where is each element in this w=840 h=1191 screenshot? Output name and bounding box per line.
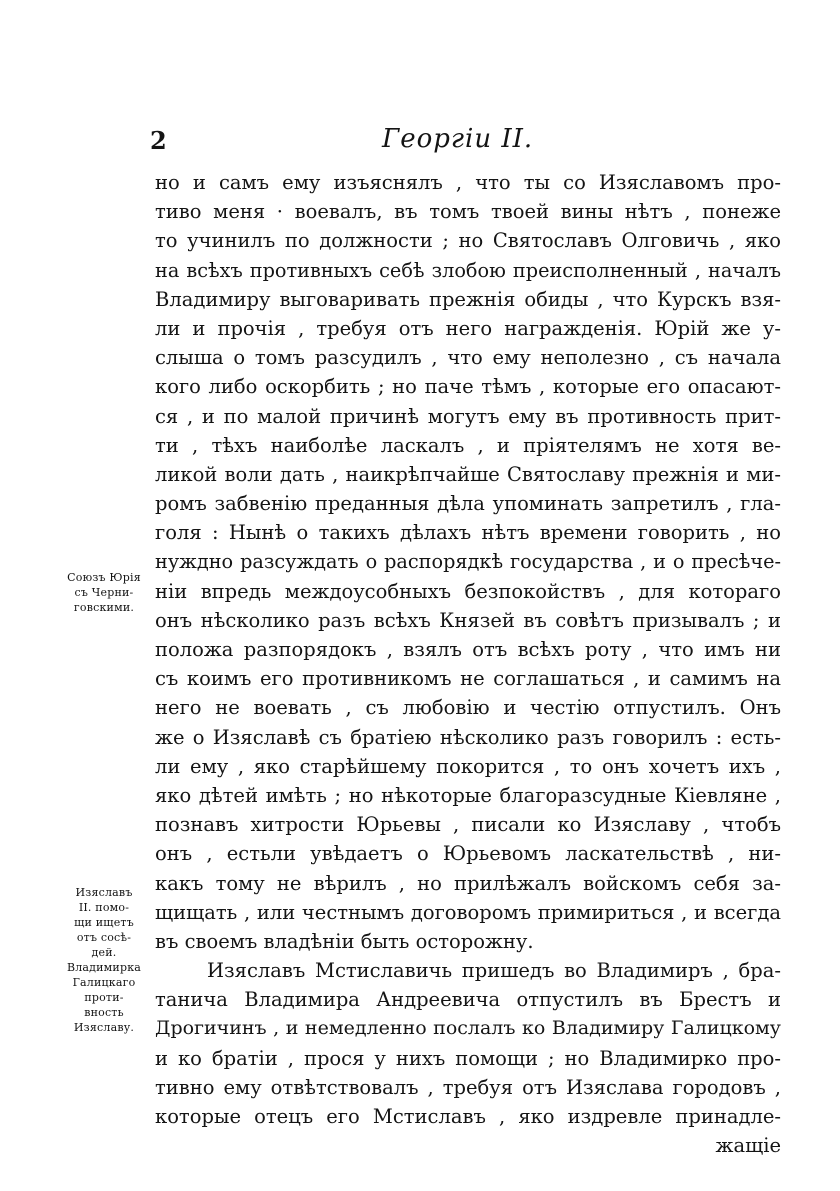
- catchword: жащiе: [715, 1134, 781, 1158]
- margin-note-line: Изяславъ: [75, 886, 133, 899]
- text-line: щищать , или честнымъ договоромъ примириться , и всегда: [155, 900, 781, 924]
- text-line: тиво меня · воевалъ, въ томъ твоей вины нѣтъ , понеже: [155, 200, 781, 224]
- text-line: познавъ хитрости Юрьевы , писали ко Изяславу , чтобъ: [155, 813, 781, 837]
- text-line: кого либо оскорбить ; но паче тѣмъ , которые его опасают-: [155, 375, 781, 399]
- body-text: [155, 168, 781, 1160]
- text-line: Изяславъ Мстиславичь пришедъ во Владимиръ , бра-: [207, 959, 781, 983]
- text-line: онъ , естьли увѣдаетъ о Юрьевомъ ласкательствѣ , ни-: [155, 842, 781, 866]
- text-line: то учинилъ по должности ; но Святославъ Олговичь , яко: [155, 229, 781, 253]
- text-line: какъ тому не вѣрилъ , но прилѣжалъ войскомъ себя за-: [155, 871, 781, 895]
- margin-note-line: щи ищетъ: [74, 916, 134, 929]
- margin-note-line: отъ сосѣ-: [76, 931, 132, 944]
- text-line: ли ему , яко старѣйшему покорится , то онъ хочетъ ихъ ,: [155, 754, 781, 778]
- text-line: но и самъ ему изъяснялъ , что ты со Изяславомъ про-: [155, 171, 781, 194]
- text-line: ликой воли дать , наикрѣпчайше Святославу прежнiя и ми-: [155, 462, 781, 486]
- text-line: которые отецъ его Мстиславъ , яко издревле принадле-: [155, 1105, 781, 1128]
- page-number: 2: [150, 126, 167, 155]
- text-line: ся , и по малой причинѣ могутъ ему въ противность прит-: [155, 404, 781, 428]
- text-line: танича Владимира Андреевича отпустилъ въ Брестъ и: [155, 988, 781, 1012]
- text-line: него не воевать , съ любовiю и честiю отпустилъ. Онъ: [155, 696, 781, 720]
- paragraph-2: [155, 956, 781, 1131]
- margin-note-line: вность: [84, 1006, 124, 1019]
- margin-note-line: Союзъ Юрiя: [67, 571, 141, 584]
- text-line: съ коимъ его противникомъ не соглашаться , и самимъ на: [155, 667, 781, 691]
- margin-note-line: Галицкаго: [72, 976, 136, 989]
- margin-note-line: дей.: [91, 946, 117, 959]
- running-head: Георгiи II.: [382, 124, 534, 154]
- text-line: слыша о томъ разсудилъ , что ему неполезно , съ начала: [155, 346, 781, 370]
- text-line: ли и прочiя , требуя отъ него награжденiя. Юрiй же у-: [155, 316, 781, 340]
- text-line: положа разпорядокъ , взялъ отъ всѣхъ роту , что имъ ни: [155, 638, 781, 661]
- text-line: ромъ забвенiю преданныя дѣла упоминать запретилъ , гла-: [155, 492, 781, 516]
- margin-note-union: [58, 570, 150, 615]
- text-line: яко дѣтей имѣть ; но нѣкоторые благоразсудные Кiевляне ,: [155, 783, 781, 807]
- text-line: нуждно разсуждать о распорядкѣ государства , и о пресѣче-: [155, 550, 781, 574]
- margin-note-line: говскими.: [73, 601, 135, 614]
- margin-note-line: проти-: [84, 991, 124, 1004]
- text-line: ти , тѣхъ наиболѣе ласкалъ , и прiятелямъ не хотя ве-: [155, 433, 781, 457]
- text-line: онъ нѣсколико разъ всѣхъ Князей въ совѣтъ призывалъ ; и: [155, 608, 781, 632]
- text-line: Дрогичинъ , и немедленно послалъ ко Владимиру Галицкому: [155, 1017, 781, 1040]
- margin-note-line: II. помо-: [78, 901, 130, 914]
- text-line: на всѣхъ противныхъ себѣ злобою преисполненный , началъ: [155, 258, 781, 282]
- page-header: [150, 124, 780, 160]
- text-line: тивно ему отвѣтствовалъ , требуя отъ Изяслава городовъ ,: [155, 1075, 781, 1099]
- paragraph-1: [155, 168, 781, 956]
- text-line: нiи впредь междоусобныхъ безпокойствъ , для котораго: [155, 579, 781, 603]
- margin-note-line: Владимирка: [66, 961, 142, 974]
- text-line: голя : Нынѣ о такихъ дѣлахъ нѣтъ времени говорить , но: [155, 521, 781, 545]
- margin-note-line: Изяславу.: [73, 1021, 135, 1034]
- text-line: же о Изяславѣ съ братiею нѣсколико разъ говорилъ : есть-: [155, 725, 781, 749]
- text-line: въ своемъ владѣнiи быть осторожну.: [155, 929, 534, 953]
- text-line: Владимиру выговаривать прежнiя обиды , что Курскъ взя-: [155, 287, 781, 311]
- text-line: и ко братiи , прося у нихъ помощи ; но Владимирко про-: [155, 1046, 781, 1070]
- margin-note-izyaslav: [58, 885, 150, 1035]
- margin-note-line: съ Черни-: [74, 586, 134, 599]
